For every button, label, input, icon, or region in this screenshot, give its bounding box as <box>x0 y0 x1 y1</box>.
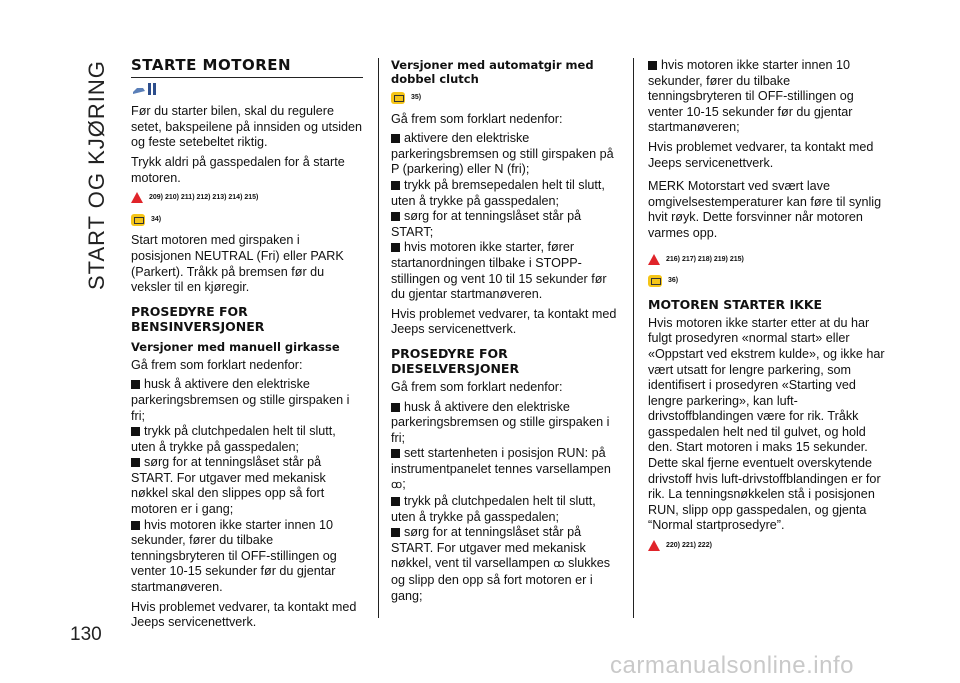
column-divider <box>633 58 634 618</box>
bullet-icon <box>131 521 140 530</box>
note-refs: 34) <box>131 212 363 228</box>
bullet-icon <box>391 134 400 143</box>
list-item: trykk på bremsepedalen helt til slutt, uten å trykke på gasspedalen; <box>391 177 605 208</box>
subsection-heading: PROSEDYRE FOR BENSINVERSJONER <box>131 303 265 334</box>
subsection-heading: MOTOREN STARTER IKKE <box>648 296 823 312</box>
subsection-heading: PROSEDYRE FOR DIESELVERSJONER <box>391 345 520 376</box>
paragraph: Gå frem som forklart nedenfor: <box>391 379 563 394</box>
glow-plug-warning-icon: ꝏ <box>391 479 403 492</box>
paragraph: Før du starter bilen, skal du regulere setet, bakspeilene på innsiden og utsiden og feste setebeltet riktig. <box>131 104 363 150</box>
bullet-icon <box>391 449 400 458</box>
paragraph: Hvis problemet vedvarer, ta kontakt med Jeeps servicenettverk. <box>391 306 617 337</box>
list-item: trykk på clutchpedalen helt til slutt, uten å trykke på gasspedalen; <box>131 424 336 454</box>
car-key-icon <box>131 80 159 98</box>
note-refs: 35) <box>391 90 623 106</box>
column-3 <box>648 58 886 560</box>
list-item: trykk på clutchpedalen helt til slutt, uten å trykke på gasspedalen; <box>391 494 596 524</box>
note-paragraph: MERK Motorstart ved svært lave omgivelsestemperaturer kan føre til synlig hvit røyk. Dette forsvinner når motoren varmes opp. <box>648 179 882 240</box>
page-number: 130 <box>70 624 102 645</box>
list-item: sørg for at tenningslåset står på START. For utgaver med mekanisk nøkkel skal den slippes opp så fort motoren er i gang; <box>131 455 326 517</box>
bullet-icon <box>131 458 140 467</box>
paragraph: Trykk aldri på gasspedalen for å starte motoren. <box>131 154 345 185</box>
warning-icon <box>648 254 660 265</box>
watermark: carmanualsonline.info <box>610 652 854 679</box>
list-item: sørg for at tenningslåset står på START. For utgaver med mekanisk nøkkel, vent til varsellampen ꝏ slukkes og slipp den opp så fort motoren er i gang; <box>391 525 611 603</box>
list-item: sett startenheten i posisjon RUN: på instrumentpanelet tennes varsellampen ꝏ; <box>391 446 623 494</box>
paragraph: Hvis problemet vedvarer, ta kontakt med Jeeps servicenettverk. <box>131 599 357 630</box>
section-heading: STARTE MOTOREN <box>131 58 363 78</box>
glow-plug-warning-icon: ꝏ <box>553 558 565 571</box>
list-item: husk å aktivere den elektriske parkeringsbremsen og stille girspaken i fri; <box>131 377 350 423</box>
column-1 <box>131 58 363 635</box>
paragraph: Gå frem som forklart nedenfor: <box>131 357 303 372</box>
warning-icon <box>131 192 143 203</box>
subsubsection-heading: Versjoner med automatgir med dobbel clutch <box>391 58 594 86</box>
warning-refs: 216) 217) 218) 219) 215) <box>648 252 886 268</box>
list-item: aktivere den elektriske parkeringsbremsen og still girspaken på P (parkering) eller N (fri); <box>391 131 614 177</box>
paragraph: Hvis motoren ikke starter etter at du har fulgt prosedyren «normal start» eller «Oppstart ved ekstrem kulde», og ikke har vært utsatt for lengre parkering, som identifisert i prosedyren «Starting ved lengre parkering», kan luft-drivstoffblandingen være for rik. Tråkk gasspedalen helt ned til gulvet, og hold den. Start motoren i maks 15 sekunder. Dette skal fjerne eventuelt overskytende drivstoff hvis luft-drivstoffblandingen er for rik. La tenningsnøkkelen stå i posisjonen RUN, slipp opp gasspedalen, og gjenta “Normal startprosedyre”. <box>648 315 885 533</box>
environment-icon <box>391 92 405 104</box>
bullet-icon <box>131 380 140 389</box>
bullet-icon <box>131 427 140 436</box>
environment-icon <box>648 275 662 287</box>
list-item: husk å aktivere den elektriske parkeringsbremsen og stille girspaken i fri; <box>391 399 610 445</box>
list-item: hvis motoren ikke starter innen 10 sekunder, fører du tilbake tenningsbryteren til OFF-stillingen og venter 10-15 sekunder før du gjentar startmanøveren. <box>131 517 337 595</box>
bullet-icon <box>391 497 400 506</box>
paragraph: Gå frem som forklart nedenfor: <box>391 111 563 126</box>
bullet-icon <box>391 243 400 252</box>
bullet-icon <box>391 403 400 412</box>
warning-icon <box>648 540 660 551</box>
list-item: sørg for at tenningslåset står på START; <box>391 209 582 239</box>
chapter-title: START OG KJØRING <box>84 60 109 290</box>
list-item: hvis motoren ikke starter, fører startanordningen tilbake i STOPP-stillingen og vent 10 til 15 sekunder før du gjentar startmanøveren. <box>391 240 607 302</box>
environment-icon <box>131 214 145 226</box>
subsubsection-heading: Versjoner med manuell girkasse <box>131 339 340 354</box>
column-divider <box>378 58 379 618</box>
paragraph: Hvis problemet vedvarer, ta kontakt med Jeeps servicenettverk. <box>648 139 874 170</box>
column-2 <box>391 58 623 604</box>
list-item: hvis motoren ikke starter innen 10 sekunder, fører du tilbake tenningsbryteren til OFF-stillingen og venter 10-15 sekunder før du gjentar startmanøveren; <box>648 58 854 135</box>
bullet-icon <box>391 212 400 221</box>
bullet-icon <box>391 181 400 190</box>
warning-refs: 209) 210) 211) 212) 213) 214) 215) <box>131 190 363 206</box>
note-refs: 36) <box>648 273 886 289</box>
paragraph: Start motoren med girspaken i posisjonen NEUTRAL (Fri) eller PARK (Parkert). Tråkk på bremsen før du veksler til en kjøregir. <box>131 233 344 295</box>
bullet-icon <box>648 61 657 70</box>
bullet-icon <box>391 528 400 537</box>
warning-refs: 220) 221) 222) <box>648 538 886 554</box>
